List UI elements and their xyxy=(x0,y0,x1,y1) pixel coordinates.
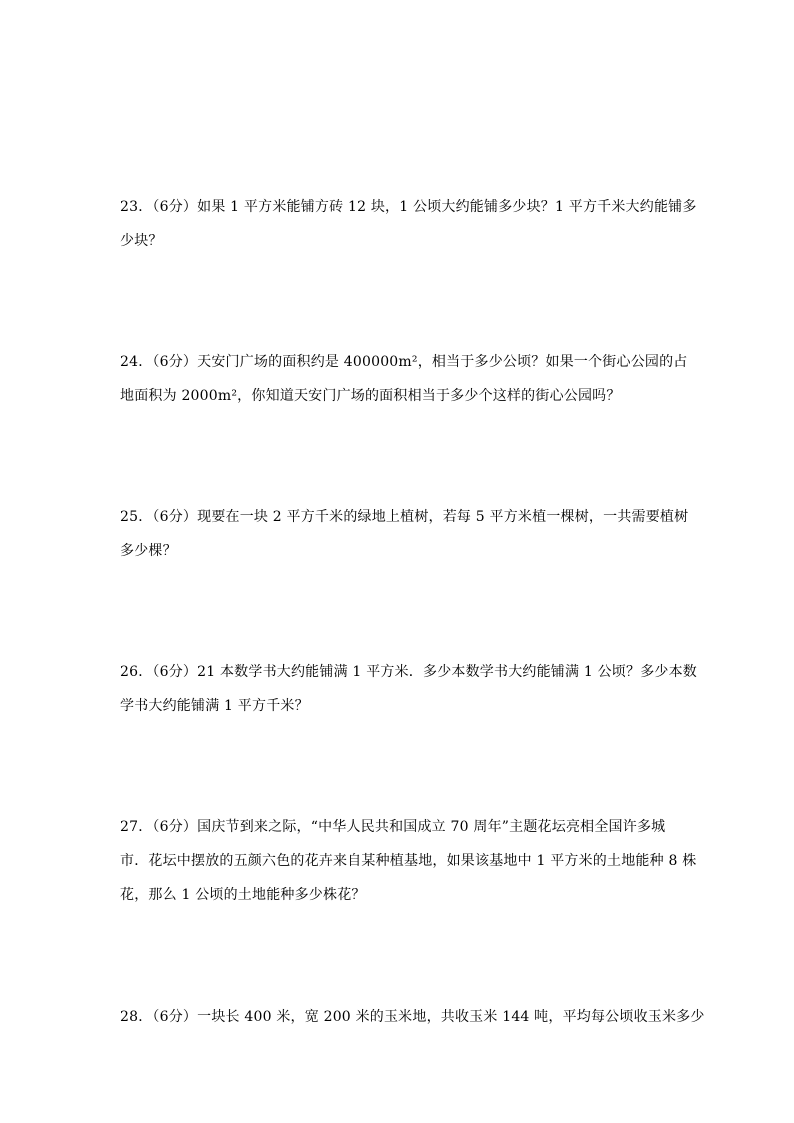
question-24 xyxy=(120,345,688,413)
question-23-line-1: 23．（6分）如果 1 平方米能铺方砖 12 块，1 公顷大约能铺多少块？1 平方千米大约能铺多 xyxy=(120,199,697,215)
question-28 xyxy=(120,1000,705,1034)
question-26 xyxy=(120,655,697,723)
question-24-line-2: 地面积为 2000m²，你知道天安门广场的面积相当于多少个这样的街心公园吗？ xyxy=(120,388,621,404)
question-27-line-3: 花，那么 1 公顷的土地能种多少株花？ xyxy=(120,887,366,903)
question-27-line-2: 市．花坛中摆放的五颜六色的花卉来自某种植基地，如果该基地中 1 平方米的土地能种 8 株 xyxy=(120,853,697,869)
question-27 xyxy=(120,810,697,912)
question-23 xyxy=(120,190,697,258)
question-23-line-2: 少块？ xyxy=(120,233,163,249)
question-28-line-1: 28．（6分）一块长 400 米，宽 200 米的玉米地，共收玉米 144 吨，平均每公顷收玉米多少 xyxy=(120,1009,705,1025)
question-26-line-2: 学书大约能铺满 1 平方千米？ xyxy=(120,698,309,714)
question-25 xyxy=(120,500,689,568)
question-25-line-1: 25．（6分）现要在一块 2 平方千米的绿地上植树，若每 5 平方米植一棵树，一共需要植树 xyxy=(120,509,689,525)
question-25-line-2: 多少棵？ xyxy=(120,543,177,559)
question-26-line-1: 26．（6分）21 本数学书大约能铺满 1 平方米．多少本数学书大约能铺满 1 公顷？多少本数 xyxy=(120,664,697,680)
question-27-line-1: 27．（6分）国庆节到来之际，“中华人民共和国成立 70 周年”主题花坛亮相全国许多城 xyxy=(120,819,666,835)
question-24-line-1: 24．（6分）天安门广场的面积约是 400000m²，相当于多少公顷？如果一个街心公园的占 xyxy=(120,354,688,370)
